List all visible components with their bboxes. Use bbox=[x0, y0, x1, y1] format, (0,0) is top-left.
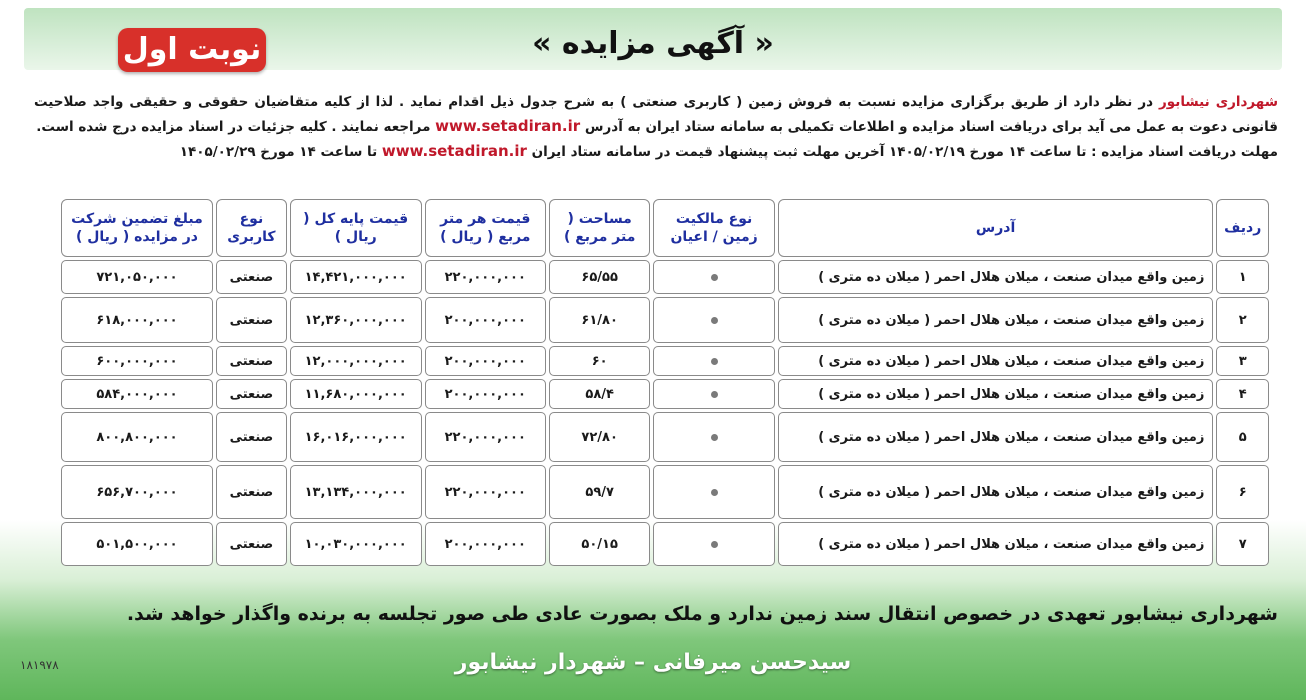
cell-base-price: ۱۲,۳۶۰,۰۰۰,۰۰۰ bbox=[290, 297, 422, 343]
cell-base-price: ۱۶,۰۱۶,۰۰۰,۰۰۰ bbox=[290, 412, 422, 462]
cell-base-price: ۱۱,۶۸۰,۰۰۰,۰۰۰ bbox=[290, 379, 422, 409]
cell-address: زمین واقع میدان صنعت ، میلان هلال احمر ( میلان ده متری ) bbox=[778, 412, 1214, 462]
bullet-icon bbox=[711, 358, 718, 365]
header-price-per-meter: قیمت هر متر مربع ( ریال ) bbox=[425, 199, 547, 257]
cell-row-number: ۷ bbox=[1216, 522, 1269, 566]
setadiran-link-2[interactable]: www.setadiran.ir bbox=[381, 142, 527, 160]
cell-usage: صنعتی bbox=[216, 522, 287, 566]
header-ownership: نوع مالکیت زمین / اعیان bbox=[653, 199, 775, 257]
table-row bbox=[61, 346, 1269, 376]
cell-address: زمین واقع میدان صنعت ، میلان هلال احمر ( میلان ده متری ) bbox=[778, 379, 1214, 409]
cell-area: ۶۰ bbox=[549, 346, 650, 376]
cell-area: ۵۹/۷ bbox=[549, 465, 650, 519]
header-guarantee: مبلغ تضمین شرکت در مزایده ( ریال ) bbox=[61, 199, 213, 257]
cell-price-per-meter: ۲۲۰,۰۰۰,۰۰۰ bbox=[425, 260, 547, 294]
bullet-icon bbox=[711, 541, 718, 548]
cell-guarantee: ۵۰۱,۵۰۰,۰۰۰ bbox=[61, 522, 213, 566]
municipality-name: شهرداری نیشابور bbox=[1159, 94, 1278, 110]
cell-guarantee: ۶۱۸,۰۰۰,۰۰۰ bbox=[61, 297, 213, 343]
cell-address: زمین واقع میدان صنعت ، میلان هلال احمر ( میلان ده متری ) bbox=[778, 346, 1214, 376]
cell-guarantee: ۵۸۴,۰۰۰,۰۰۰ bbox=[61, 379, 213, 409]
cell-usage: صنعتی bbox=[216, 412, 287, 462]
table-row bbox=[61, 379, 1269, 409]
cell-area: ۵۸/۴ bbox=[549, 379, 650, 409]
intro-text bbox=[34, 90, 1278, 164]
table-row bbox=[61, 260, 1269, 294]
bullet-icon bbox=[711, 317, 718, 324]
cell-ownership bbox=[653, 297, 775, 343]
footer-note: شهرداری نیشابور تعهدی در خصوص انتقال سند زمین ندارد و ملک بصورت عادی طی صور تجلسه به برنده واگذار خواهد شد. bbox=[126, 603, 1278, 625]
cell-address: زمین واقع میدان صنعت ، میلان هلال احمر ( میلان ده متری ) bbox=[778, 522, 1214, 566]
header-address: آدرس bbox=[778, 199, 1214, 257]
cell-row-number: ۳ bbox=[1216, 346, 1269, 376]
intro-part-2: مراجعه نمایند . کلیه جزئیات در اسناد مزایده درج شده است. bbox=[36, 119, 436, 135]
cell-ownership bbox=[653, 412, 775, 462]
cell-base-price: ۱۴,۴۲۱,۰۰۰,۰۰۰ bbox=[290, 260, 422, 294]
cell-address: زمین واقع میدان صنعت ، میلان هلال احمر ( میلان ده متری ) bbox=[778, 297, 1214, 343]
cell-price-per-meter: ۲۰۰,۰۰۰,۰۰۰ bbox=[425, 522, 547, 566]
cell-price-per-meter: ۲۲۰,۰۰۰,۰۰۰ bbox=[425, 465, 547, 519]
bullet-icon bbox=[711, 489, 718, 496]
cell-ownership bbox=[653, 522, 775, 566]
cell-row-number: ۱ bbox=[1216, 260, 1269, 294]
cell-usage: صنعتی bbox=[216, 260, 287, 294]
cell-usage: صنعتی bbox=[216, 346, 287, 376]
cell-ownership bbox=[653, 260, 775, 294]
cell-price-per-meter: ۲۰۰,۰۰۰,۰۰۰ bbox=[425, 379, 547, 409]
header-area: مساحت ( متر مربع ) bbox=[549, 199, 650, 257]
cell-area: ۵۰/۱۵ bbox=[549, 522, 650, 566]
cell-price-per-meter: ۲۰۰,۰۰۰,۰۰۰ bbox=[425, 297, 547, 343]
table-row bbox=[61, 297, 1269, 343]
signature: سیدحسن میرفانی – شهردار نیشابور bbox=[454, 650, 852, 675]
cell-area: ۶۱/۸۰ bbox=[549, 297, 650, 343]
cell-row-number: ۴ bbox=[1216, 379, 1269, 409]
cell-ownership bbox=[653, 379, 775, 409]
bullet-icon bbox=[711, 434, 718, 441]
cell-price-per-meter: ۲۲۰,۰۰۰,۰۰۰ bbox=[425, 412, 547, 462]
bullet-icon bbox=[711, 391, 718, 398]
notice-code: ۱۸۱۹۷۸ bbox=[20, 658, 59, 672]
cell-area: ۶۵/۵۵ bbox=[549, 260, 650, 294]
cell-guarantee: ۶۵۶,۷۰۰,۰۰۰ bbox=[61, 465, 213, 519]
cell-base-price: ۱۲,۰۰۰,۰۰۰,۰۰۰ bbox=[290, 346, 422, 376]
header-base-price: قیمت پایه کل ( ریال ) bbox=[290, 199, 422, 257]
deadline-part-1: مهلت دریافت اسناد مزایده : تا ساعت ۱۴ مورخ ۱۴۰۵/۰۲/۱۹ آخرین مهلت ثبت پیشنهاد قیمت در سامانه ستاد ایران bbox=[526, 144, 1278, 160]
cell-address: زمین واقع میدان صنعت ، میلان هلال احمر ( میلان ده متری ) bbox=[778, 465, 1214, 519]
cell-row-number: ۶ bbox=[1216, 465, 1269, 519]
table-row bbox=[61, 412, 1269, 462]
cell-price-per-meter: ۲۰۰,۰۰۰,۰۰۰ bbox=[425, 346, 547, 376]
table-row bbox=[61, 522, 1269, 566]
intro-part-1: در نظر دارد از طریق برگزاری مزایده نسبت به فروش زمین ( کاربری صنعتی ) به شرح جدول ذیل اقدام نماید . لذا از کلیه متقاضیان حقوقی و حقیقی واجد صلاحیت قانونی دعوت به عمل می آید برای دریافت اسناد مزایده و اطلاعات تکمیلی به سامانه ستاد ایران به آدرس bbox=[34, 94, 1278, 135]
cell-row-number: ۲ bbox=[1216, 297, 1269, 343]
cell-usage: صنعتی bbox=[216, 379, 287, 409]
cell-base-price: ۱۳,۱۳۴,۰۰۰,۰۰۰ bbox=[290, 465, 422, 519]
cell-guarantee: ۷۲۱,۰۵۰,۰۰۰ bbox=[61, 260, 213, 294]
cell-usage: صنعتی bbox=[216, 297, 287, 343]
cell-row-number: ۵ bbox=[1216, 412, 1269, 462]
cell-area: ۷۲/۸۰ bbox=[549, 412, 650, 462]
cell-base-price: ۱۰,۰۳۰,۰۰۰,۰۰۰ bbox=[290, 522, 422, 566]
cell-address: زمین واقع میدان صنعت ، میلان هلال احمر ( میلان ده متری ) bbox=[778, 260, 1214, 294]
cell-usage: صنعتی bbox=[216, 465, 287, 519]
deadline-part-2: تا ساعت ۱۴ مورخ ۱۴۰۵/۰۲/۲۹ bbox=[179, 144, 382, 160]
cell-guarantee: ۸۰۰,۸۰۰,۰۰۰ bbox=[61, 412, 213, 462]
cell-guarantee: ۶۰۰,۰۰۰,۰۰۰ bbox=[61, 346, 213, 376]
setadiran-link[interactable]: www.setadiran.ir bbox=[435, 117, 581, 135]
bullet-icon bbox=[711, 274, 718, 281]
cell-ownership bbox=[653, 465, 775, 519]
notice-title: « آگهی مزایده » bbox=[532, 26, 774, 61]
header-row-number: ردیف bbox=[1216, 199, 1269, 257]
auction-table bbox=[58, 196, 1272, 569]
first-round-badge: نوبت اول bbox=[118, 28, 266, 72]
table-header-row bbox=[61, 199, 1269, 257]
table-row bbox=[61, 465, 1269, 519]
header-usage: نوع کاربری bbox=[216, 199, 287, 257]
cell-ownership bbox=[653, 346, 775, 376]
